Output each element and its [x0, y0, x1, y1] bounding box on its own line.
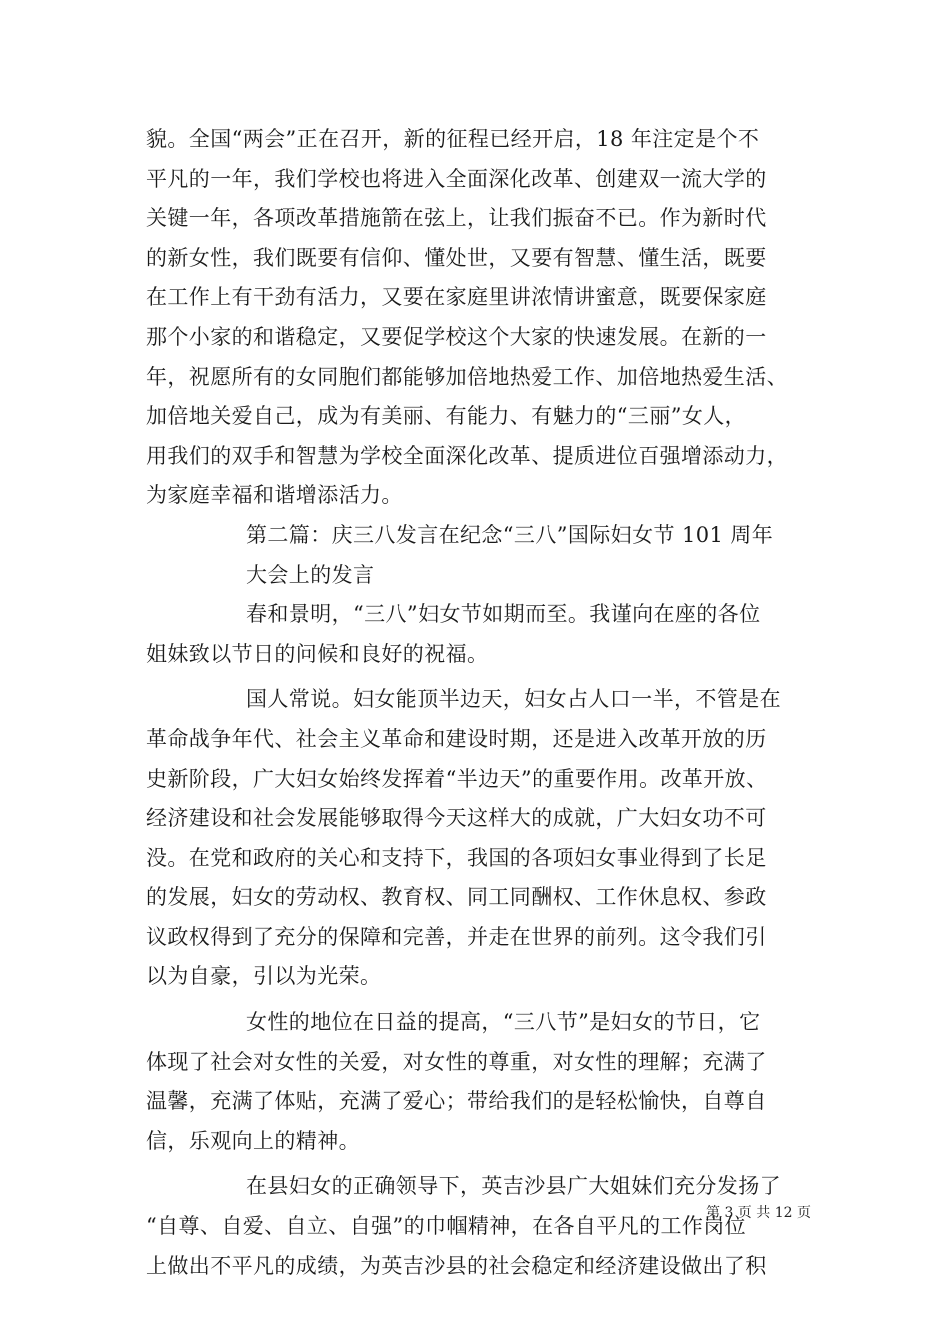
text-line: 貌。全国“两会”正在召开，新的征程已经开启，18 年注定是个不: [146, 127, 760, 151]
section-heading-line-1: 第二篇：庆三八发言在纪念“三八”国际妇女节 101 周年: [246, 522, 774, 547]
text-line: 信，乐观向上的精神。: [146, 1128, 360, 1153]
section-heading-line-2: 大会上的发言: [246, 562, 375, 587]
text-line: 国人常说。妇女能顶半边天，妇女占人口一半，不管是在: [246, 687, 781, 712]
text-line: 在县妇女的正确领导下，英吉沙县广大姐妹们充分发扬了: [246, 1174, 781, 1199]
text-line: 经济建设和社会发展能够取得今天这样大的成就，广大妇女功不可: [146, 806, 767, 831]
text-line: 关键一年，各项改革措施箭在弦上，让我们振奋不已。作为新时代: [146, 206, 767, 231]
text-line: 上做出不平凡的成绩，为英吉沙县的社会稳定和经济建设做出了积: [146, 1253, 767, 1278]
page-number-footer: 第 3 页 共 12 页: [706, 1205, 811, 1221]
text-line: 姐妹致以节日的问候和良好的祝福。: [146, 641, 489, 666]
document-body: [146, 120, 818, 1286]
text-line: 以为自豪，引以为光荣。: [146, 964, 382, 989]
text-line: 温馨，充满了体贴，充满了爱心；带给我们的是轻松愉快，自尊自: [146, 1089, 767, 1114]
text-line: 女性的地位在日益的提高，“三八节”是妇女的节日，它: [246, 1010, 761, 1035]
text-line: 史新阶段，广大妇女始终发挥着“半边天”的重要作用。改革开放、: [146, 766, 768, 791]
text-line: 革命战争年代、社会主义革命和建设时期，还是进入改革开放的历: [146, 726, 767, 751]
text-line: 年，祝愿所有的女同胞们都能够加倍地热爱工作、加倍地热爱生活、: [146, 364, 788, 389]
text-line: 议政权得到了充分的保障和完善，并走在世界的前列。这令我们引: [146, 924, 767, 949]
text-line: 在工作上有干劲有活力，又要在家庭里讲浓情讲蜜意，既要保家庭: [146, 285, 767, 310]
text-line: 用我们的双手和智慧为学校全面深化改革、提质进位百强增添动力，: [146, 443, 788, 468]
text-line: 加倍地关爱自己，成为有美丽、有能力、有魅力的“三丽”女人，: [146, 404, 747, 429]
text-line: 的发展，妇女的劳动权、教育权、同工同酬权、工作休息权、参政: [146, 885, 767, 910]
text-line: 平凡的一年，我们学校也将进入全面深化改革、创建双一流大学的: [146, 166, 767, 191]
text-line: 那个小家的和谐稳定，又要促学校这个大家的快速发展。在新的一: [146, 324, 767, 349]
text-line: 春和景明，“三八”妇女节如期而至。我谨向在座的各位: [246, 602, 761, 627]
text-line: 为家庭幸福和谐增添活力。: [146, 483, 403, 508]
text-line: “自尊、自爱、自立、自强”的巾帼精神，在各自平凡的工作岗位: [146, 1214, 747, 1239]
text-line: 的新女性，我们既要有信仰、懂处世，又要有智慧、懂生活，既要: [146, 245, 767, 270]
text-line: 没。在党和政府的关心和支持下，我国的各项妇女事业得到了长足: [146, 845, 767, 870]
text-line: 体现了社会对女性的关爱，对女性的尊重，对女性的理解；充满了: [146, 1049, 767, 1074]
